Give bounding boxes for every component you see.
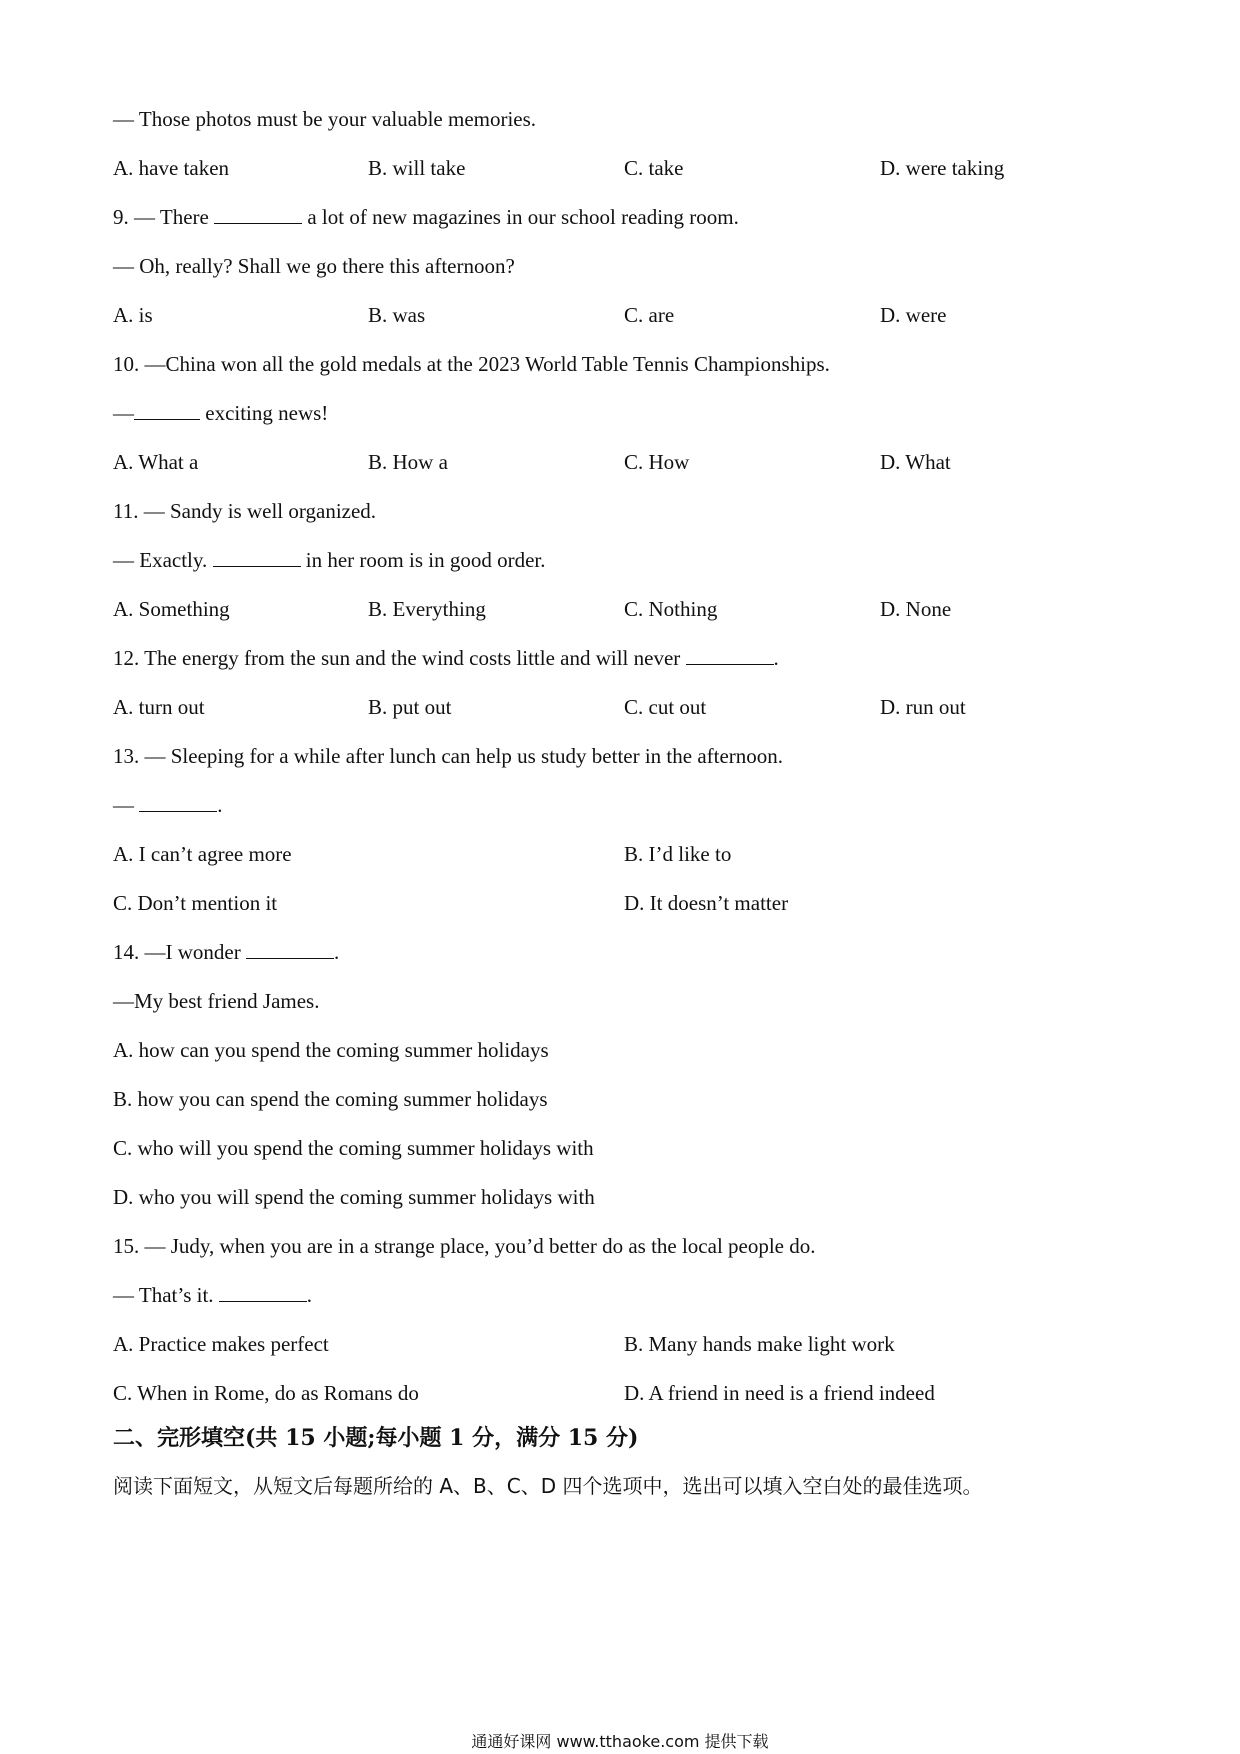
question-14-option-c: C. who will you spend the coming summer holidays with bbox=[113, 1136, 594, 1160]
question-12-stem: 12. The energy from the sun and the wind costs little and will never . bbox=[113, 646, 779, 670]
question-10-stem: 10. —China won all the gold medals at the 2023 World Table Tennis Championships. bbox=[113, 352, 830, 376]
question-13-option-d: D. It doesn’t matter bbox=[624, 891, 789, 915]
question-15-stem: 15. — Judy, when you are in a strange place, you’d better do as the local people do. bbox=[113, 1234, 816, 1258]
answer-blank bbox=[686, 646, 774, 665]
question-12-option-d: D. run out bbox=[880, 695, 966, 719]
question-15-option-b: B. Many hands make light work bbox=[624, 1332, 895, 1356]
answer-blank bbox=[134, 401, 200, 420]
question-15-option-a: A. Practice makes perfect bbox=[113, 1332, 329, 1356]
question-8-option-d: D. were taking bbox=[880, 156, 1005, 180]
question-12-option-c: C. cut out bbox=[624, 695, 707, 719]
question-11-reply: — Exactly. in her room is in good order. bbox=[113, 548, 546, 572]
question-9-stem: 9. — There a lot of new magazines in our school reading room. bbox=[113, 205, 739, 229]
question-12-option-b: B. put out bbox=[368, 695, 452, 719]
question-11-stem: 11. — Sandy is well organized. bbox=[113, 499, 377, 523]
question-9-option-a: A. is bbox=[113, 303, 153, 327]
question-12-option-a: A. turn out bbox=[113, 695, 205, 719]
question-13-option-a: A. I can’t agree more bbox=[113, 842, 292, 866]
question-8-option-a: A. have taken bbox=[113, 156, 230, 180]
section-title: 二、完形填空(共 15 小题;每小题 1 分，满分 15 分) bbox=[113, 1425, 639, 1451]
question-13-reply: — . bbox=[113, 793, 223, 817]
question-14-option-d: D. who you will spend the coming summer holidays with bbox=[113, 1185, 595, 1209]
question-8-option-b: B. will take bbox=[368, 156, 466, 180]
question-10-option-b: B. How a bbox=[368, 450, 448, 474]
question-13-stem: 13. — Sleeping for a while after lunch can help us study better in the afternoon. bbox=[113, 744, 784, 768]
section-instruction: 阅读下面短文，从短文后每题所给的 A、B、C、D 四个选项中，选出可以填入空白处的最佳选项。 bbox=[113, 1474, 983, 1498]
question-8-reply: — Those photos must be your valuable memories. bbox=[113, 107, 537, 131]
answer-blank bbox=[139, 793, 217, 812]
question-10-option-d: D. What bbox=[880, 450, 951, 474]
question-9-option-d: D. were bbox=[880, 303, 947, 327]
answer-blank bbox=[213, 548, 301, 567]
question-11-option-a: A. Something bbox=[113, 597, 230, 621]
page-footer: 通通好课网 www.tthaoke.com 提供下载 bbox=[471, 1732, 769, 1751]
question-15-reply: — That’s it. . bbox=[113, 1283, 313, 1307]
question-9-reply: — Oh, really? Shall we go there this afternoon? bbox=[113, 254, 515, 278]
question-11-option-b: B. Everything bbox=[368, 597, 486, 621]
question-8-option-c: C. take bbox=[624, 156, 684, 180]
question-14-reply: —My best friend James. bbox=[113, 989, 320, 1013]
question-15-option-c: C. When in Rome, do as Romans do bbox=[113, 1381, 419, 1405]
answer-blank bbox=[246, 940, 334, 959]
question-13-option-b: B. I’d like to bbox=[624, 842, 732, 866]
question-14-stem: 14. —I wonder . bbox=[113, 940, 340, 964]
question-14-option-a: A. how can you spend the coming summer holidays bbox=[113, 1038, 549, 1062]
question-10-reply: — exciting news! bbox=[113, 401, 329, 425]
question-11-option-d: D. None bbox=[880, 597, 952, 621]
question-10-option-c: C. How bbox=[624, 450, 690, 474]
question-11-option-c: C. Nothing bbox=[624, 597, 718, 621]
question-14-option-b: B. how you can spend the coming summer holidays bbox=[113, 1087, 548, 1111]
question-9-option-c: C. are bbox=[624, 303, 675, 327]
answer-blank bbox=[214, 205, 302, 224]
question-13-option-c: C. Don’t mention it bbox=[113, 891, 278, 915]
question-9-option-b: B. was bbox=[368, 303, 426, 327]
question-10-option-a: A. What a bbox=[113, 450, 199, 474]
question-15-option-d: D. A friend in need is a friend indeed bbox=[624, 1381, 935, 1405]
answer-blank bbox=[219, 1283, 307, 1302]
